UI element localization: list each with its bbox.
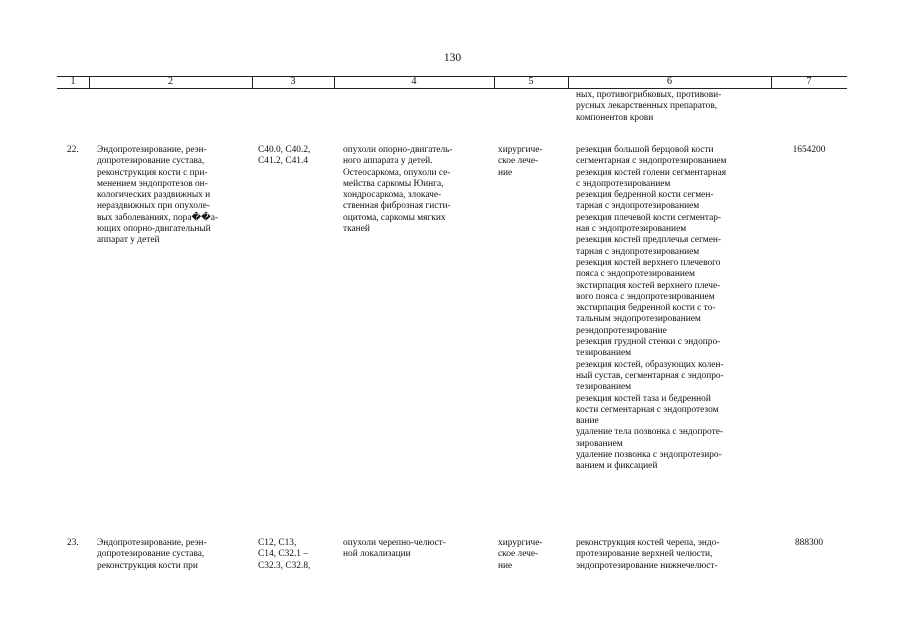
text-line: ние xyxy=(498,167,513,178)
text-line: Эндопротезирование, реэн- xyxy=(97,538,207,548)
text-line: тезированием xyxy=(576,348,632,359)
text-line: реэндопротезирование xyxy=(576,325,667,336)
text-line: C32.3, C32.8, xyxy=(258,560,311,571)
column-header-7: 7 xyxy=(806,76,812,87)
text-line: тканей xyxy=(343,224,370,235)
text-line: ние xyxy=(498,560,513,571)
text-line: C40.0, C40.2, xyxy=(258,145,311,155)
column-header-2: 2 xyxy=(168,76,173,87)
text-line: вых заболеваниях, пора��а- xyxy=(97,212,219,223)
text-line: тальным эндопротезированием xyxy=(576,314,701,325)
text-line: резекция костей предплечья сегмен- xyxy=(576,235,722,246)
row-diagnosis xyxy=(343,145,488,235)
text-line: реконструкция кости с при- xyxy=(97,167,208,178)
row-cost: 1654200 xyxy=(792,145,826,155)
text-line: с эндопротезированием xyxy=(576,178,671,189)
text-line: хирургиче- xyxy=(498,538,543,548)
continuation-methods xyxy=(576,90,768,124)
text-line: кости сегментарная с эндопротезом xyxy=(576,404,719,415)
column-header-6: 6 xyxy=(667,76,672,87)
text-line: пояса с эндопротезированием xyxy=(576,269,695,280)
row-methods xyxy=(576,538,768,572)
text-line: резекция бедренной кости сегмен- xyxy=(576,190,714,201)
text-line: опухоли черепно-челюст- xyxy=(343,538,446,548)
header-bottom-rule xyxy=(57,88,847,89)
text-line: резекция костей голени сегментарная xyxy=(576,167,727,178)
text-line: вание xyxy=(576,416,599,427)
text-line: ный сустав, сегментарная с эндопро- xyxy=(576,370,724,381)
row-treatment xyxy=(498,145,560,179)
text-line: ское лече- xyxy=(498,156,539,167)
column-header-3: 3 xyxy=(290,76,296,87)
row-number: 22. xyxy=(67,145,79,155)
text-line: тарная с эндопротезированием xyxy=(576,201,700,212)
text-line: допротезирование сустава, xyxy=(97,549,205,560)
text-line: C14, C32.1 – xyxy=(258,549,309,560)
text-line: ных, противогрибковых, противови- xyxy=(576,90,722,100)
row-number: 23. xyxy=(67,538,79,548)
text-line: вого пояса с эндопротезированием xyxy=(576,291,715,302)
text-line: протезирование верхней челюсти, xyxy=(576,549,713,560)
text-line: резекция костей, образующих колен- xyxy=(576,359,724,370)
row-codes xyxy=(258,145,330,168)
row-diagnosis xyxy=(343,538,488,561)
text-line: резекция грудной стенки с эндопро- xyxy=(576,337,721,348)
text-line: ющих опорно-двигательный xyxy=(97,224,211,235)
text-line: экстирпация костей верхнего плече- xyxy=(576,280,721,291)
row-name xyxy=(97,145,247,247)
text-line: аппарат у детей xyxy=(97,235,160,246)
text-line: опухоли опорно-двигатель- xyxy=(343,145,453,155)
text-line: ного аппарата у детей. xyxy=(343,156,433,167)
text-line: резекция большой берцовой кости xyxy=(576,145,714,155)
text-line: ское лече- xyxy=(498,549,539,560)
text-line: ной локализации xyxy=(343,549,411,560)
text-line: ная с эндопротезированием xyxy=(576,224,687,235)
column-header-4: 4 xyxy=(411,76,417,87)
text-line: кологических раздвижных и xyxy=(97,190,211,201)
column-header-1: 1 xyxy=(70,76,76,87)
text-line: тезированием xyxy=(576,382,632,393)
text-line: допротезирование сустава, xyxy=(97,156,205,167)
text-line: C12, C13, xyxy=(258,538,297,548)
text-line: менением эндопротезов он- xyxy=(97,178,208,189)
text-line: Эндопротезирование, реэн- xyxy=(97,145,207,155)
text-line: удаление тела позвонка с эндопроте- xyxy=(576,427,723,438)
text-line: эндопротезирование нижнечелюст- xyxy=(576,560,718,571)
text-line: хирургиче- xyxy=(498,145,543,155)
text-line: C41.2, C41.4 xyxy=(258,156,309,167)
text-line: удаление позвонка с эндопротезиро- xyxy=(576,450,722,461)
text-line: резекция костей таза и бедренной xyxy=(576,393,711,404)
text-line: экстирпация бедренной кости с то- xyxy=(576,303,716,314)
text-line: нераздвижных при опухоле- xyxy=(97,201,210,212)
text-line: сегментарная с эндопротезированием xyxy=(576,156,727,167)
text-line: реконструкция костей черепа, эндо- xyxy=(576,538,720,548)
row-methods xyxy=(576,145,768,473)
text-line: Остеосаркома, опухоли се- xyxy=(343,167,451,178)
text-line: реконструкция кости при xyxy=(97,560,198,571)
text-line: зированием xyxy=(576,438,623,449)
text-line: резекция костей верхнего плечевого xyxy=(576,257,721,268)
row-name xyxy=(97,538,247,572)
text-line: резекция плечевой кости сегментар- xyxy=(576,212,722,223)
text-line: мейства саркомы Юинга, xyxy=(343,178,444,189)
text-line: ванием и фиксацией xyxy=(576,461,658,472)
column-header-5: 5 xyxy=(528,76,534,87)
row-cost: 888300 xyxy=(794,538,824,548)
text-line: хондросаркома, злокаче- xyxy=(343,190,442,201)
row-treatment xyxy=(498,538,560,572)
text-line: тарная с эндопротезированием xyxy=(576,246,700,257)
page-number: 130 xyxy=(443,52,462,64)
text-line: ственная фиброзная гисти- xyxy=(343,201,451,212)
text-line: компонентов крови xyxy=(576,112,654,123)
text-line: оцитома, саркомы мягких xyxy=(343,212,446,223)
text-line: русных лекарственных препаратов, xyxy=(576,101,718,112)
row-codes xyxy=(258,538,330,572)
